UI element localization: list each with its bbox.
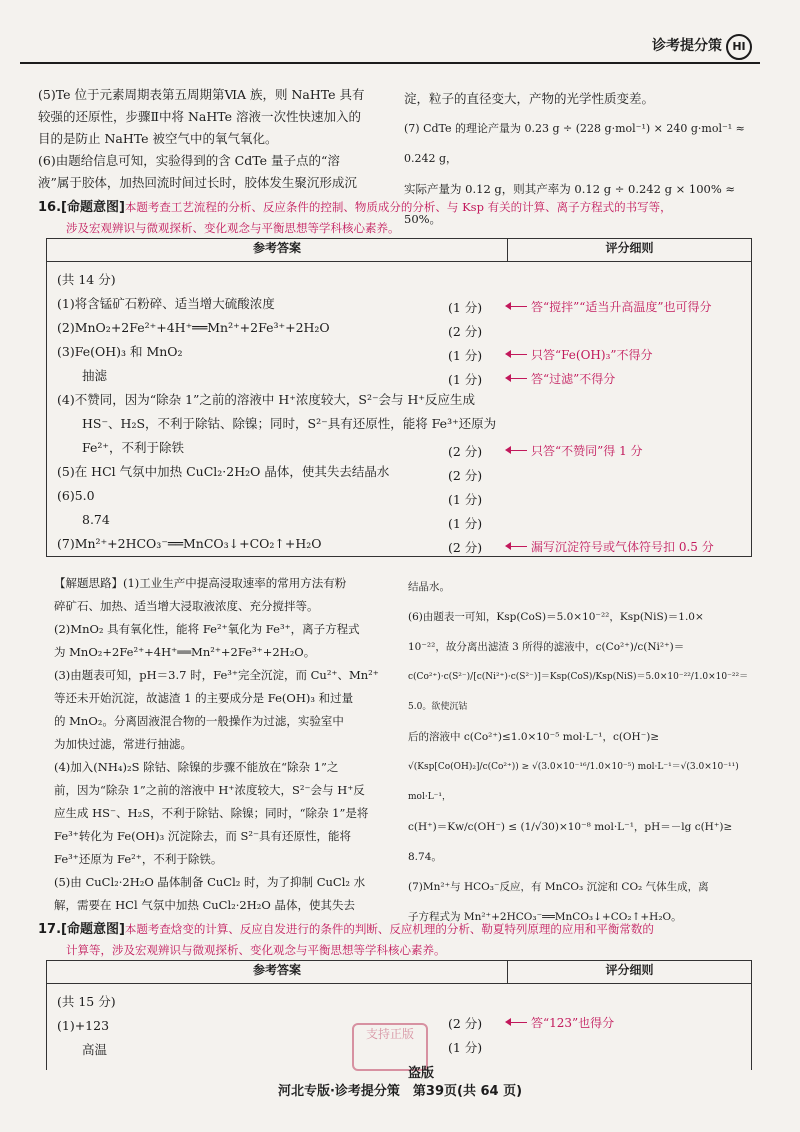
- answer-line: (1)将含锰矿石粉碎、适当增大硫酸浓度: [57, 296, 275, 311]
- text-line: (6)由题给信息可知，实验得到的含 CdTe 量子点的“溶: [38, 153, 340, 168]
- text-line: 后的溶液中 c(Co²⁺)≤1.0×10⁻⁵ mol·L⁻¹，c(OH⁻)≥: [408, 731, 660, 743]
- text-line: 子方程式为 Mn²⁺+2HCO₃⁻══MnCO₃↓+CO₂↑+H₂O。: [408, 911, 682, 923]
- analysis-left: [54, 572, 394, 917]
- text-line: (5)Te 位于元素周期表第五周期第ⅥA 族，则 NaHTe 具有: [38, 87, 365, 102]
- page-footer: 河北专版·诊考提分策 第39页(共 64 页): [277, 1084, 523, 1099]
- text-line: 为 MnO₂+2Fe²⁺+4H⁺══Mn²⁺+2Fe³⁺+2H₂O。: [54, 645, 316, 659]
- brand-logo-icon: HI: [726, 34, 752, 60]
- answer-line: (5)在 HCl 气氛中加热 CuCl₂·2H₂O 晶体，使其失去结晶水: [57, 464, 390, 479]
- table-head-rubric: 评分细则: [508, 239, 752, 262]
- top-left-column: [38, 84, 383, 194]
- answer-line: 抽滤: [57, 368, 108, 383]
- score: (2 分): [448, 324, 483, 339]
- answer-line: 高温: [57, 1042, 108, 1057]
- q17-intent-line: 计算等，涉及宏观辨识与微观探析、变化观念与平衡思想等学科核心素养。: [66, 943, 446, 957]
- text-line: c(H⁺)＝Kw/c(OH⁻) ≤ (1/√30)×10⁻⁸ mol·L⁻¹，pH＝－lg c(H⁺)≥: [408, 821, 733, 833]
- score: (1 分): [448, 492, 483, 507]
- score: (2 分): [448, 468, 483, 483]
- answer-line: (共 15 分): [57, 994, 116, 1009]
- text-line: 目的是防止 NaHTe 被空气中的氧气氧化。: [38, 131, 278, 146]
- rubric-note: 答“过滤”不得分: [507, 370, 615, 387]
- score: (2 分): [448, 540, 483, 555]
- text-line: (3)由题表可知，pH＝3.7 时，Fe³⁺完全沉淀，而 Cu²⁺、Mn²⁺: [54, 668, 379, 682]
- text-line: 较强的还原性，步骤Ⅱ中将 NaHTe 溶液一次性快速加入的: [38, 109, 361, 124]
- text-line: (2)MnO₂ 具有氧化性，能将 Fe²⁺氧化为 Fe³⁺，离子方程式: [54, 622, 360, 636]
- text-line: 结晶水。: [408, 581, 450, 593]
- text-line: 应生成 HS⁻、H₂S，不利于除钴、除镍；同时，“除杂 1”是将: [54, 806, 369, 820]
- text-line: (7)Mn²⁺与 HCO₃⁻反应，有 MnCO₃ 沉淀和 CO₂ 气体生成，离: [408, 881, 709, 893]
- answer-line: Fe²⁺，不利于除铁: [57, 440, 184, 455]
- score: (2 分): [448, 1016, 483, 1031]
- answer-line: (2)MnO₂+2Fe²⁺+4H⁺══Mn²⁺+2Fe³⁺+2H₂O: [57, 320, 330, 335]
- answer-line: 8.74: [57, 512, 110, 527]
- text-line: 【解题思路】(1)工业生产中提高浸取速率的常用方法有粉: [54, 576, 347, 590]
- text-line: 为加快过滤，常进行抽滤。: [54, 737, 192, 751]
- rubric-note: 答“123”也得分: [507, 1014, 614, 1031]
- q16-intent-line: 本题考查工艺流程的分析、反应条件的控制、物质成分的分析、与 Ksp 有关的计算、离子方程式的书写等，: [124, 200, 672, 214]
- text-line: (4)加入(NH₄)₂S 除钴、除镍的步骤不能放在“除杂 1”之: [54, 760, 339, 774]
- text-line: (7) CdTe 的理论产量为 0.23 g ÷ (228 g·mol⁻¹) × 240 g·mol⁻¹ ≈ 0.242 g，: [404, 122, 745, 165]
- rubric-note: 只答“Fe(OH)₃”不得分: [507, 346, 653, 363]
- text-line: c(Co²⁺)·c(S²⁻)/[c(Ni²⁺)·c(S²⁻)]＝Ksp(CoS)/Ksp(NiS)＝5.0×10⁻²²/1.0×10⁻²²＝5.0。欲使沉钴: [408, 672, 749, 712]
- answer-line: (4)不赞同，因为“除杂 1”之前的溶液中 H⁺浓度较大，S²⁻会与 H⁺反应生成: [57, 392, 476, 407]
- table-head-rubric: 评分细则: [508, 961, 752, 984]
- table-head-answer: 参考答案: [47, 239, 508, 262]
- text-line: (6)由题表一可知，Ksp(CoS)＝5.0×10⁻²²，Ksp(NiS)＝1.0×: [408, 611, 704, 623]
- arrow-left-icon: [507, 378, 527, 379]
- rubric-note: 漏写沉淀符号或气体符号扣 0.5 分: [507, 538, 714, 555]
- score: (1 分): [448, 516, 483, 531]
- text-line: 等还未开始沉淀，故滤渣 1 的主要成分是 Fe(OH)₃ 和过量: [54, 691, 354, 705]
- q17-number: 17.: [38, 922, 62, 937]
- score: (1 分): [448, 1040, 483, 1055]
- answer-line: HS⁻、H₂S，不利于除钴、除镍；同时，S²⁻具有还原性，能将 Fe³⁺还原为: [57, 416, 497, 431]
- text-line: 的 MnO₂。分离固液混合物的一般操作为过滤，实验室中: [54, 714, 344, 728]
- rubric-note: 只答“不赞同”得 1 分: [507, 442, 643, 459]
- text-line: 10⁻²²，故分离出滤渣 3 所得的滤液中，c(Co²⁺)/c(Ni²⁺)＝: [408, 641, 685, 653]
- q16-tag: [命题意图]: [61, 200, 125, 215]
- score: (1 分): [448, 372, 483, 387]
- answer-line: (6)5.0: [57, 488, 95, 503]
- score: (1 分): [448, 348, 483, 363]
- analysis-right: [408, 572, 758, 932]
- table-head-answer: 参考答案: [47, 961, 508, 984]
- brand-title: 诊考提分策 HI: [652, 34, 752, 60]
- answer-line: (1)+123: [57, 1018, 110, 1033]
- watermark-stamp: 支持正版: [352, 1023, 428, 1071]
- arrow-left-icon: [507, 1022, 527, 1023]
- text-line: 实际产量为 0.12 g，则其产率为 0.12 g ÷ 0.242 g × 100% ≈ 50%。: [404, 182, 736, 226]
- text-line: 淀，粒子的直径变大，产物的光学性质变差。: [404, 91, 655, 106]
- text-line: 8.74。: [408, 851, 442, 863]
- text-line: Fe³⁺转化为 Fe(OH)₃ 沉淀除去，而 S²⁻具有还原性，能将: [54, 829, 352, 843]
- q17-intent: [38, 918, 758, 961]
- arrow-left-icon: [507, 546, 527, 547]
- answer-line: (3)Fe(OH)₃ 和 MnO₂: [57, 344, 183, 359]
- rubric-note: 答“搅拌”“适当升高温度”也可得分: [507, 298, 712, 315]
- q17-intent-line: 本题考查焓变的计算、反应自发进行的条件的判断、反应机理的分析、勒夏特列原理的应用和平衡常数的: [124, 922, 654, 936]
- watermark-text: 盗版: [408, 1066, 435, 1081]
- arrow-left-icon: [507, 306, 527, 307]
- text-line: 前，因为“除杂 1”之前的溶液中 H⁺浓度较大，S²⁻会与 H⁺反: [54, 783, 365, 797]
- text-line: 解，需要在 HCl 气氛中加热 CuCl₂·2H₂O 晶体，使其失去: [54, 898, 355, 912]
- text-line: 液”属于胶体，加热回流时间过长时，胶体发生聚沉形成沉: [38, 175, 357, 190]
- answer-line: (共 14 分): [57, 272, 116, 287]
- arrow-left-icon: [507, 354, 527, 355]
- q16-answer-table: [46, 238, 752, 557]
- score: (2 分): [448, 444, 483, 459]
- arrow-left-icon: [507, 450, 527, 451]
- text-line: 碎矿石、加热、适当增大浸取液浓度、充分搅拌等。: [54, 599, 319, 613]
- text-line: Fe³⁺还原为 Fe²⁺，不利于除铁。: [54, 852, 223, 866]
- answer-line: (7)Mn²⁺+2HCO₃⁻══MnCO₃↓+CO₂↑+H₂O: [57, 536, 322, 551]
- header-divider: [20, 62, 760, 64]
- text-line: √(Ksp[Co(OH)₂]/c(Co²⁺)) ≥ √(3.0×10⁻¹⁶/1.0×10⁻⁵) mol·L⁻¹＝√(3.0×10⁻¹¹) mol·L⁻¹，: [408, 762, 739, 802]
- text-line: (5)由 CuCl₂·2H₂O 晶体制备 CuCl₂ 时，为了抑制 CuCl₂ 水: [54, 875, 366, 889]
- q17-tag: [命题意图]: [61, 922, 125, 937]
- q16-number: 16.: [38, 200, 62, 215]
- q16-intent-line: 涉及宏观辨识与微观探析、变化观念与平衡思想等学科核心素养。: [66, 221, 400, 235]
- q16-intent: [38, 196, 758, 239]
- score: (1 分): [448, 300, 483, 315]
